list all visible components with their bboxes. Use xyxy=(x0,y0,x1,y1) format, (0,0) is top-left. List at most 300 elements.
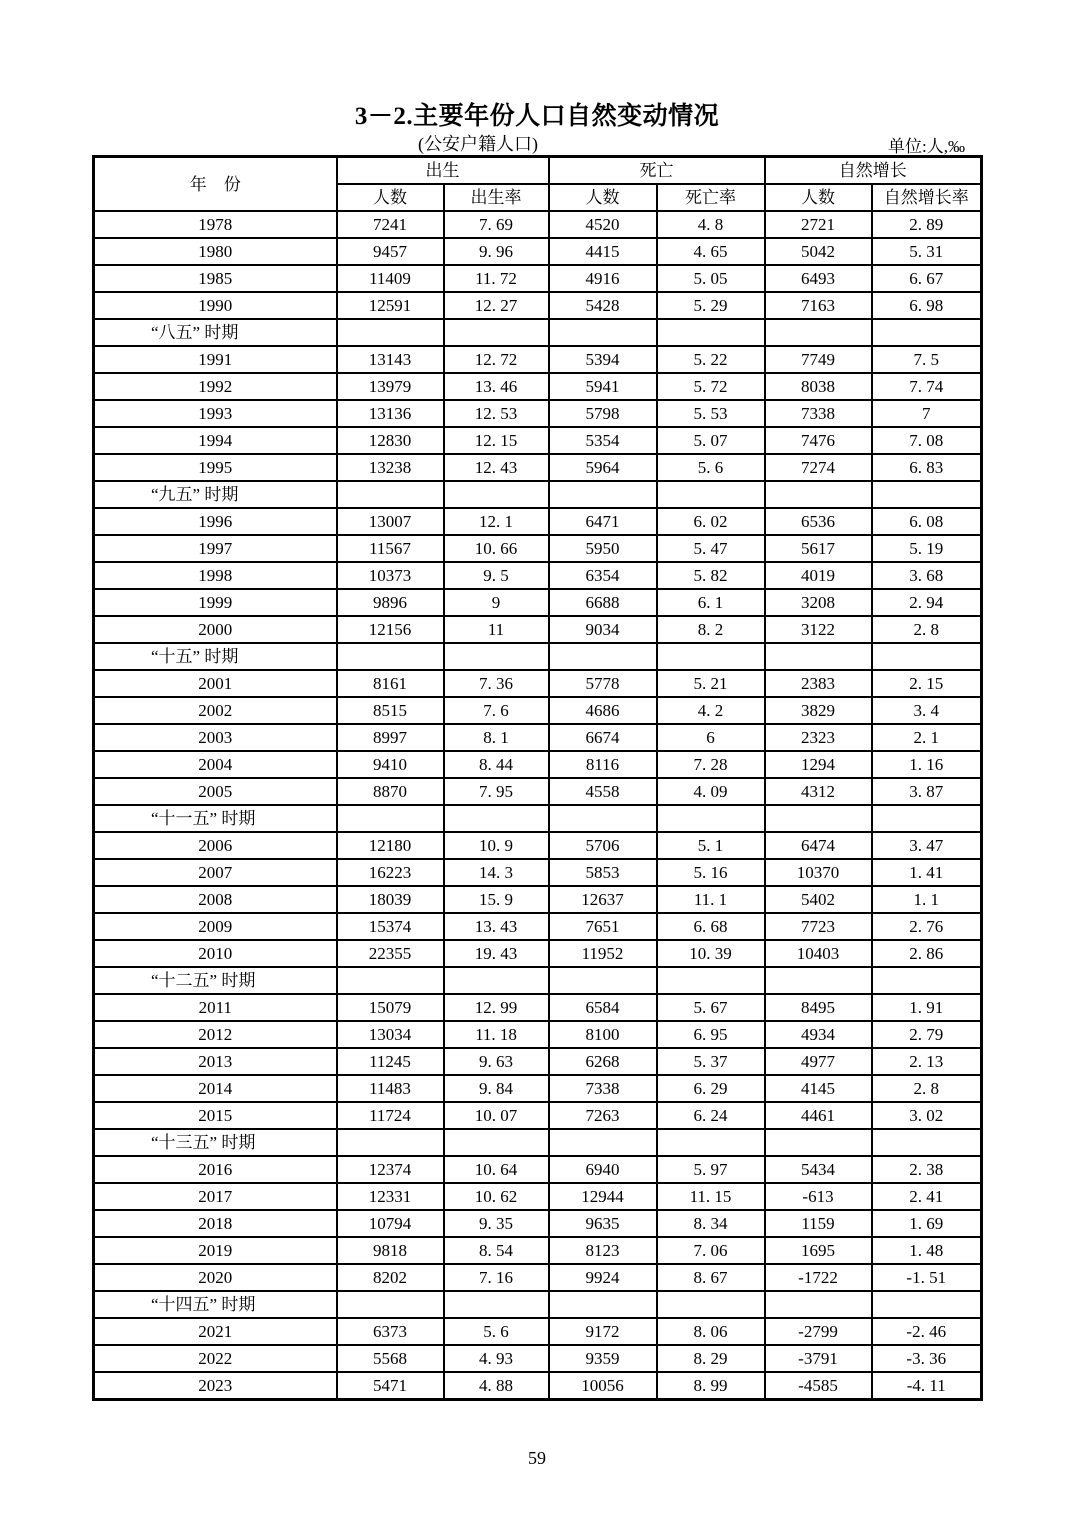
year-cell: 1999 xyxy=(94,589,337,616)
birth-rate-cell: 19. 43 xyxy=(444,940,549,967)
year-cell: 1990 xyxy=(94,292,337,319)
empty-cell xyxy=(765,1291,872,1318)
birth-rate-cell: 12. 1 xyxy=(444,508,549,535)
growth-count-cell: 5402 xyxy=(765,886,872,913)
year-cell: 2009 xyxy=(94,913,337,940)
empty-cell xyxy=(765,481,872,508)
birth-rate-cell: 13. 46 xyxy=(444,373,549,400)
death-count-cell: 4415 xyxy=(549,238,657,265)
growth-rate-cell: 2. 41 xyxy=(872,1183,982,1210)
birth-count-cell: 11483 xyxy=(337,1075,444,1102)
growth-count-cell: 6493 xyxy=(765,265,872,292)
growth-count-cell: 7338 xyxy=(765,400,872,427)
year-cell: 2000 xyxy=(94,616,337,643)
col-group-death: 死亡 xyxy=(549,157,765,185)
death-count-cell: 5778 xyxy=(549,670,657,697)
year-data-row xyxy=(94,454,982,481)
birth-count-cell: 12156 xyxy=(337,616,444,643)
death-count-cell: 6674 xyxy=(549,724,657,751)
birth-rate-cell: 9. 63 xyxy=(444,1048,549,1075)
growth-count-cell: 1294 xyxy=(765,751,872,778)
death-rate-cell: 5. 72 xyxy=(657,373,765,400)
growth-rate-cell: 7. 74 xyxy=(872,373,982,400)
birth-rate-cell: 8. 54 xyxy=(444,1237,549,1264)
growth-count-cell: 5434 xyxy=(765,1156,872,1183)
year-cell: 2017 xyxy=(94,1183,337,1210)
period-section-row xyxy=(94,805,982,832)
death-rate-cell: 8. 67 xyxy=(657,1264,765,1291)
birth-rate-cell: 9. 84 xyxy=(444,1075,549,1102)
year-cell: 2018 xyxy=(94,1210,337,1237)
death-rate-cell: 8. 2 xyxy=(657,616,765,643)
growth-rate-cell: 5. 19 xyxy=(872,535,982,562)
growth-count-cell: 10403 xyxy=(765,940,872,967)
year-cell: 2022 xyxy=(94,1345,337,1372)
birth-rate-cell: 4. 88 xyxy=(444,1372,549,1400)
empty-cell xyxy=(549,481,657,508)
growth-count-cell: 3208 xyxy=(765,589,872,616)
empty-cell xyxy=(657,481,765,508)
empty-cell xyxy=(765,1129,872,1156)
death-rate-cell: 8. 29 xyxy=(657,1345,765,1372)
birth-rate-cell: 8. 44 xyxy=(444,751,549,778)
growth-rate-cell: 2. 15 xyxy=(872,670,982,697)
birth-count-cell: 11567 xyxy=(337,535,444,562)
growth-rate-cell: 7. 08 xyxy=(872,427,982,454)
death-count-cell: 4686 xyxy=(549,697,657,724)
empty-cell xyxy=(657,1129,765,1156)
col-header-growth-count: 人数 xyxy=(765,184,872,211)
birth-count-cell: 11409 xyxy=(337,265,444,292)
empty-cell xyxy=(444,643,549,670)
period-section-row xyxy=(94,1291,982,1318)
birth-rate-cell: 10. 07 xyxy=(444,1102,549,1129)
birth-count-cell: 13007 xyxy=(337,508,444,535)
growth-count-cell: -3791 xyxy=(765,1345,872,1372)
year-data-row xyxy=(94,265,982,292)
year-data-row xyxy=(94,1048,982,1075)
growth-rate-cell: 2. 89 xyxy=(872,211,982,238)
growth-count-cell: 5042 xyxy=(765,238,872,265)
birth-rate-cell: 7. 16 xyxy=(444,1264,549,1291)
birth-count-cell: 13143 xyxy=(337,346,444,373)
death-count-cell: 9172 xyxy=(549,1318,657,1345)
col-header-death-rate: 死亡率 xyxy=(657,184,765,211)
birth-count-cell: 8870 xyxy=(337,778,444,805)
birth-count-cell: 12830 xyxy=(337,427,444,454)
col-header-death-count: 人数 xyxy=(549,184,657,211)
death-count-cell: 6688 xyxy=(549,589,657,616)
period-section-row xyxy=(94,319,982,346)
birth-rate-cell: 4. 93 xyxy=(444,1345,549,1372)
year-data-row xyxy=(94,211,982,238)
period-section-row xyxy=(94,481,982,508)
year-cell: 1996 xyxy=(94,508,337,535)
year-cell: 2014 xyxy=(94,1075,337,1102)
birth-rate-cell: 11. 72 xyxy=(444,265,549,292)
year-data-row xyxy=(94,1372,982,1400)
birth-count-cell: 13238 xyxy=(337,454,444,481)
death-rate-cell: 10. 39 xyxy=(657,940,765,967)
growth-rate-cell: 3. 68 xyxy=(872,562,982,589)
growth-rate-cell: 6. 83 xyxy=(872,454,982,481)
death-rate-cell: 8. 99 xyxy=(657,1372,765,1400)
year-data-row xyxy=(94,913,982,940)
empty-cell xyxy=(872,643,982,670)
year-cell: 1985 xyxy=(94,265,337,292)
death-rate-cell: 5. 07 xyxy=(657,427,765,454)
birth-rate-cell: 9. 96 xyxy=(444,238,549,265)
period-label: “八五” 时期 xyxy=(94,319,337,346)
growth-count-cell: 4934 xyxy=(765,1021,872,1048)
death-count-cell: 10056 xyxy=(549,1372,657,1400)
year-cell: 1994 xyxy=(94,427,337,454)
empty-cell xyxy=(765,805,872,832)
period-label: “十五” 时期 xyxy=(94,643,337,670)
birth-count-cell: 11724 xyxy=(337,1102,444,1129)
empty-cell xyxy=(657,805,765,832)
birth-count-cell: 5471 xyxy=(337,1372,444,1400)
year-cell: 2016 xyxy=(94,1156,337,1183)
year-cell: 1978 xyxy=(94,211,337,238)
year-data-row xyxy=(94,1318,982,1345)
death-count-cell: 12944 xyxy=(549,1183,657,1210)
birth-count-cell: 9457 xyxy=(337,238,444,265)
birth-count-cell: 13979 xyxy=(337,373,444,400)
col-header-growth-rate: 自然增长率 xyxy=(872,184,982,211)
empty-cell xyxy=(657,1291,765,1318)
year-data-row xyxy=(94,535,982,562)
period-label: “十四五” 时期 xyxy=(94,1291,337,1318)
empty-cell xyxy=(657,643,765,670)
growth-rate-cell: 3. 87 xyxy=(872,778,982,805)
death-rate-cell: 6. 95 xyxy=(657,1021,765,1048)
year-data-row xyxy=(94,562,982,589)
birth-count-cell: 12591 xyxy=(337,292,444,319)
empty-cell xyxy=(765,643,872,670)
year-cell: 2019 xyxy=(94,1237,337,1264)
empty-cell xyxy=(444,967,549,994)
death-count-cell: 5394 xyxy=(549,346,657,373)
death-rate-cell: 6. 29 xyxy=(657,1075,765,1102)
population-change-table xyxy=(92,155,983,1401)
birth-count-cell: 8202 xyxy=(337,1264,444,1291)
year-cell: 1980 xyxy=(94,238,337,265)
growth-count-cell: 3122 xyxy=(765,616,872,643)
year-data-row xyxy=(94,616,982,643)
death-rate-cell: 7. 06 xyxy=(657,1237,765,1264)
year-cell: 1992 xyxy=(94,373,337,400)
year-cell: 1997 xyxy=(94,535,337,562)
col-group-birth: 出生 xyxy=(337,157,549,185)
birth-rate-cell: 7. 6 xyxy=(444,697,549,724)
death-rate-cell: 5. 29 xyxy=(657,292,765,319)
period-section-row xyxy=(94,643,982,670)
birth-count-cell: 8515 xyxy=(337,697,444,724)
period-label: “十一五” 时期 xyxy=(94,805,337,832)
year-cell: 2007 xyxy=(94,859,337,886)
death-count-cell: 8116 xyxy=(549,751,657,778)
growth-count-cell: -2799 xyxy=(765,1318,872,1345)
death-count-cell: 6471 xyxy=(549,508,657,535)
empty-cell xyxy=(444,481,549,508)
birth-count-cell: 13034 xyxy=(337,1021,444,1048)
birth-rate-cell: 10. 66 xyxy=(444,535,549,562)
birth-rate-cell: 10. 62 xyxy=(444,1183,549,1210)
death-rate-cell: 8. 06 xyxy=(657,1318,765,1345)
death-rate-cell: 5. 82 xyxy=(657,562,765,589)
growth-count-cell: 7749 xyxy=(765,346,872,373)
empty-cell xyxy=(765,967,872,994)
birth-count-cell: 10373 xyxy=(337,562,444,589)
growth-rate-cell: 6. 67 xyxy=(872,265,982,292)
death-rate-cell: 5. 22 xyxy=(657,346,765,373)
death-rate-cell: 6. 1 xyxy=(657,589,765,616)
birth-rate-cell: 9. 5 xyxy=(444,562,549,589)
year-data-row xyxy=(94,670,982,697)
empty-cell xyxy=(872,481,982,508)
year-data-row xyxy=(94,724,982,751)
death-count-cell: 5428 xyxy=(549,292,657,319)
year-cell: 2002 xyxy=(94,697,337,724)
growth-rate-cell: 6. 98 xyxy=(872,292,982,319)
death-count-cell: 8100 xyxy=(549,1021,657,1048)
growth-count-cell: 4019 xyxy=(765,562,872,589)
year-data-row xyxy=(94,1183,982,1210)
death-rate-cell: 4. 8 xyxy=(657,211,765,238)
header-row-groups xyxy=(94,157,982,185)
death-rate-cell: 5. 6 xyxy=(657,454,765,481)
year-data-row xyxy=(94,1210,982,1237)
year-data-row xyxy=(94,697,982,724)
growth-rate-cell: 3. 47 xyxy=(872,832,982,859)
empty-cell xyxy=(657,319,765,346)
empty-cell xyxy=(872,1291,982,1318)
year-cell: 2013 xyxy=(94,1048,337,1075)
growth-rate-cell: 7 xyxy=(872,400,982,427)
year-cell: 1993 xyxy=(94,400,337,427)
growth-rate-cell: 6. 08 xyxy=(872,508,982,535)
col-header-birth-count: 人数 xyxy=(337,184,444,211)
growth-count-cell: 7274 xyxy=(765,454,872,481)
year-data-row xyxy=(94,508,982,535)
empty-cell xyxy=(872,967,982,994)
death-count-cell: 7651 xyxy=(549,913,657,940)
year-cell: 2011 xyxy=(94,994,337,1021)
year-data-row xyxy=(94,1075,982,1102)
birth-count-cell: 7241 xyxy=(337,211,444,238)
birth-rate-cell: 10. 9 xyxy=(444,832,549,859)
birth-count-cell: 12374 xyxy=(337,1156,444,1183)
growth-rate-cell: 1. 48 xyxy=(872,1237,982,1264)
year-cell: 1995 xyxy=(94,454,337,481)
growth-count-cell: 7476 xyxy=(765,427,872,454)
birth-count-cell: 12180 xyxy=(337,832,444,859)
birth-rate-cell: 12. 72 xyxy=(444,346,549,373)
birth-count-cell: 9896 xyxy=(337,589,444,616)
birth-count-cell: 15079 xyxy=(337,994,444,1021)
year-cell: 2003 xyxy=(94,724,337,751)
growth-count-cell: 10370 xyxy=(765,859,872,886)
death-count-cell: 5964 xyxy=(549,454,657,481)
year-cell: 2006 xyxy=(94,832,337,859)
birth-rate-cell: 12. 27 xyxy=(444,292,549,319)
birth-count-cell: 18039 xyxy=(337,886,444,913)
death-count-cell: 9635 xyxy=(549,1210,657,1237)
period-label: “十二五” 时期 xyxy=(94,967,337,994)
growth-count-cell: 8038 xyxy=(765,373,872,400)
growth-count-cell: 6536 xyxy=(765,508,872,535)
death-rate-cell: 6. 02 xyxy=(657,508,765,535)
year-data-row xyxy=(94,994,982,1021)
growth-rate-cell: 1. 1 xyxy=(872,886,982,913)
year-data-row xyxy=(94,238,982,265)
death-count-cell: 5798 xyxy=(549,400,657,427)
col-header-birth-rate: 出生率 xyxy=(444,184,549,211)
birth-rate-cell: 13. 43 xyxy=(444,913,549,940)
growth-rate-cell: -4. 11 xyxy=(872,1372,982,1400)
growth-count-cell: 2323 xyxy=(765,724,872,751)
growth-rate-cell: 2. 79 xyxy=(872,1021,982,1048)
death-count-cell: 6354 xyxy=(549,562,657,589)
unit-label: 单位:人,‰ xyxy=(888,137,965,156)
death-count-cell: 9359 xyxy=(549,1345,657,1372)
empty-cell xyxy=(337,319,444,346)
death-rate-cell: 5. 53 xyxy=(657,400,765,427)
death-count-cell: 4916 xyxy=(549,265,657,292)
year-cell: 2001 xyxy=(94,670,337,697)
year-data-row xyxy=(94,373,982,400)
year-data-row xyxy=(94,886,982,913)
empty-cell xyxy=(549,967,657,994)
empty-cell xyxy=(337,481,444,508)
year-cell: 1998 xyxy=(94,562,337,589)
year-cell: 2020 xyxy=(94,1264,337,1291)
birth-count-cell: 12331 xyxy=(337,1183,444,1210)
birth-rate-cell: 12. 15 xyxy=(444,427,549,454)
death-rate-cell: 5. 1 xyxy=(657,832,765,859)
empty-cell xyxy=(337,643,444,670)
year-data-row xyxy=(94,751,982,778)
year-data-row xyxy=(94,1237,982,1264)
year-data-row xyxy=(94,1102,982,1129)
growth-count-cell: 4145 xyxy=(765,1075,872,1102)
empty-cell xyxy=(872,319,982,346)
birth-count-cell: 5568 xyxy=(337,1345,444,1372)
empty-cell xyxy=(765,319,872,346)
year-data-row xyxy=(94,1264,982,1291)
page-number: 59 xyxy=(528,1448,546,1468)
empty-cell xyxy=(444,1291,549,1318)
growth-count-cell: 1159 xyxy=(765,1210,872,1237)
death-rate-cell: 5. 37 xyxy=(657,1048,765,1075)
birth-rate-cell: 7. 69 xyxy=(444,211,549,238)
empty-cell xyxy=(337,967,444,994)
growth-rate-cell: 1. 69 xyxy=(872,1210,982,1237)
birth-count-cell: 10794 xyxy=(337,1210,444,1237)
growth-count-cell: 2383 xyxy=(765,670,872,697)
year-cell: 2004 xyxy=(94,751,337,778)
growth-rate-cell: 3. 4 xyxy=(872,697,982,724)
birth-rate-cell: 7. 36 xyxy=(444,670,549,697)
birth-rate-cell: 15. 9 xyxy=(444,886,549,913)
death-count-cell: 5706 xyxy=(549,832,657,859)
growth-count-cell: 8495 xyxy=(765,994,872,1021)
death-rate-cell: 5. 21 xyxy=(657,670,765,697)
growth-rate-cell: 2. 1 xyxy=(872,724,982,751)
empty-cell xyxy=(337,805,444,832)
year-data-row xyxy=(94,832,982,859)
death-count-cell: 6940 xyxy=(549,1156,657,1183)
empty-cell xyxy=(549,643,657,670)
year-data-row xyxy=(94,940,982,967)
death-rate-cell: 6 xyxy=(657,724,765,751)
year-data-row xyxy=(94,292,982,319)
birth-rate-cell: 5. 6 xyxy=(444,1318,549,1345)
birth-rate-cell: 12. 53 xyxy=(444,400,549,427)
death-count-cell: 5853 xyxy=(549,859,657,886)
birth-count-cell: 16223 xyxy=(337,859,444,886)
death-rate-cell: 5. 97 xyxy=(657,1156,765,1183)
growth-rate-cell: 1. 41 xyxy=(872,859,982,886)
death-count-cell: 12637 xyxy=(549,886,657,913)
birth-rate-cell: 14. 3 xyxy=(444,859,549,886)
growth-rate-cell: 1. 16 xyxy=(872,751,982,778)
birth-count-cell: 6373 xyxy=(337,1318,444,1345)
growth-count-cell: 3829 xyxy=(765,697,872,724)
growth-rate-cell: 2. 8 xyxy=(872,1075,982,1102)
year-data-row xyxy=(94,1345,982,1372)
year-data-row xyxy=(94,1156,982,1183)
period-label: “九五” 时期 xyxy=(94,481,337,508)
death-count-cell: 7263 xyxy=(549,1102,657,1129)
death-count-cell: 9034 xyxy=(549,616,657,643)
growth-count-cell: 2721 xyxy=(765,211,872,238)
growth-rate-cell: -2. 46 xyxy=(872,1318,982,1345)
col-header-year: 年 份 xyxy=(94,157,337,212)
growth-rate-cell: -3. 36 xyxy=(872,1345,982,1372)
growth-count-cell: 4977 xyxy=(765,1048,872,1075)
growth-rate-cell: 2. 13 xyxy=(872,1048,982,1075)
death-count-cell: 5941 xyxy=(549,373,657,400)
birth-rate-cell: 12. 43 xyxy=(444,454,549,481)
death-rate-cell: 11. 1 xyxy=(657,886,765,913)
death-rate-cell: 6. 24 xyxy=(657,1102,765,1129)
empty-cell xyxy=(549,1129,657,1156)
death-rate-cell: 4. 09 xyxy=(657,778,765,805)
empty-cell xyxy=(549,805,657,832)
empty-cell xyxy=(657,967,765,994)
year-data-row xyxy=(94,427,982,454)
growth-count-cell: -4585 xyxy=(765,1372,872,1400)
period-section-row xyxy=(94,967,982,994)
year-cell: 2021 xyxy=(94,1318,337,1345)
birth-rate-cell: 11 xyxy=(444,616,549,643)
year-data-row xyxy=(94,1021,982,1048)
empty-cell xyxy=(549,1291,657,1318)
death-rate-cell: 7. 28 xyxy=(657,751,765,778)
empty-cell xyxy=(444,805,549,832)
year-data-row xyxy=(94,589,982,616)
growth-count-cell: 7723 xyxy=(765,913,872,940)
year-data-row xyxy=(94,778,982,805)
period-section-row xyxy=(94,1129,982,1156)
death-count-cell: 6268 xyxy=(549,1048,657,1075)
birth-rate-cell: 8. 1 xyxy=(444,724,549,751)
table-subtitle: (公安户籍人口) xyxy=(418,134,538,154)
birth-rate-cell: 9 xyxy=(444,589,549,616)
year-cell: 1991 xyxy=(94,346,337,373)
